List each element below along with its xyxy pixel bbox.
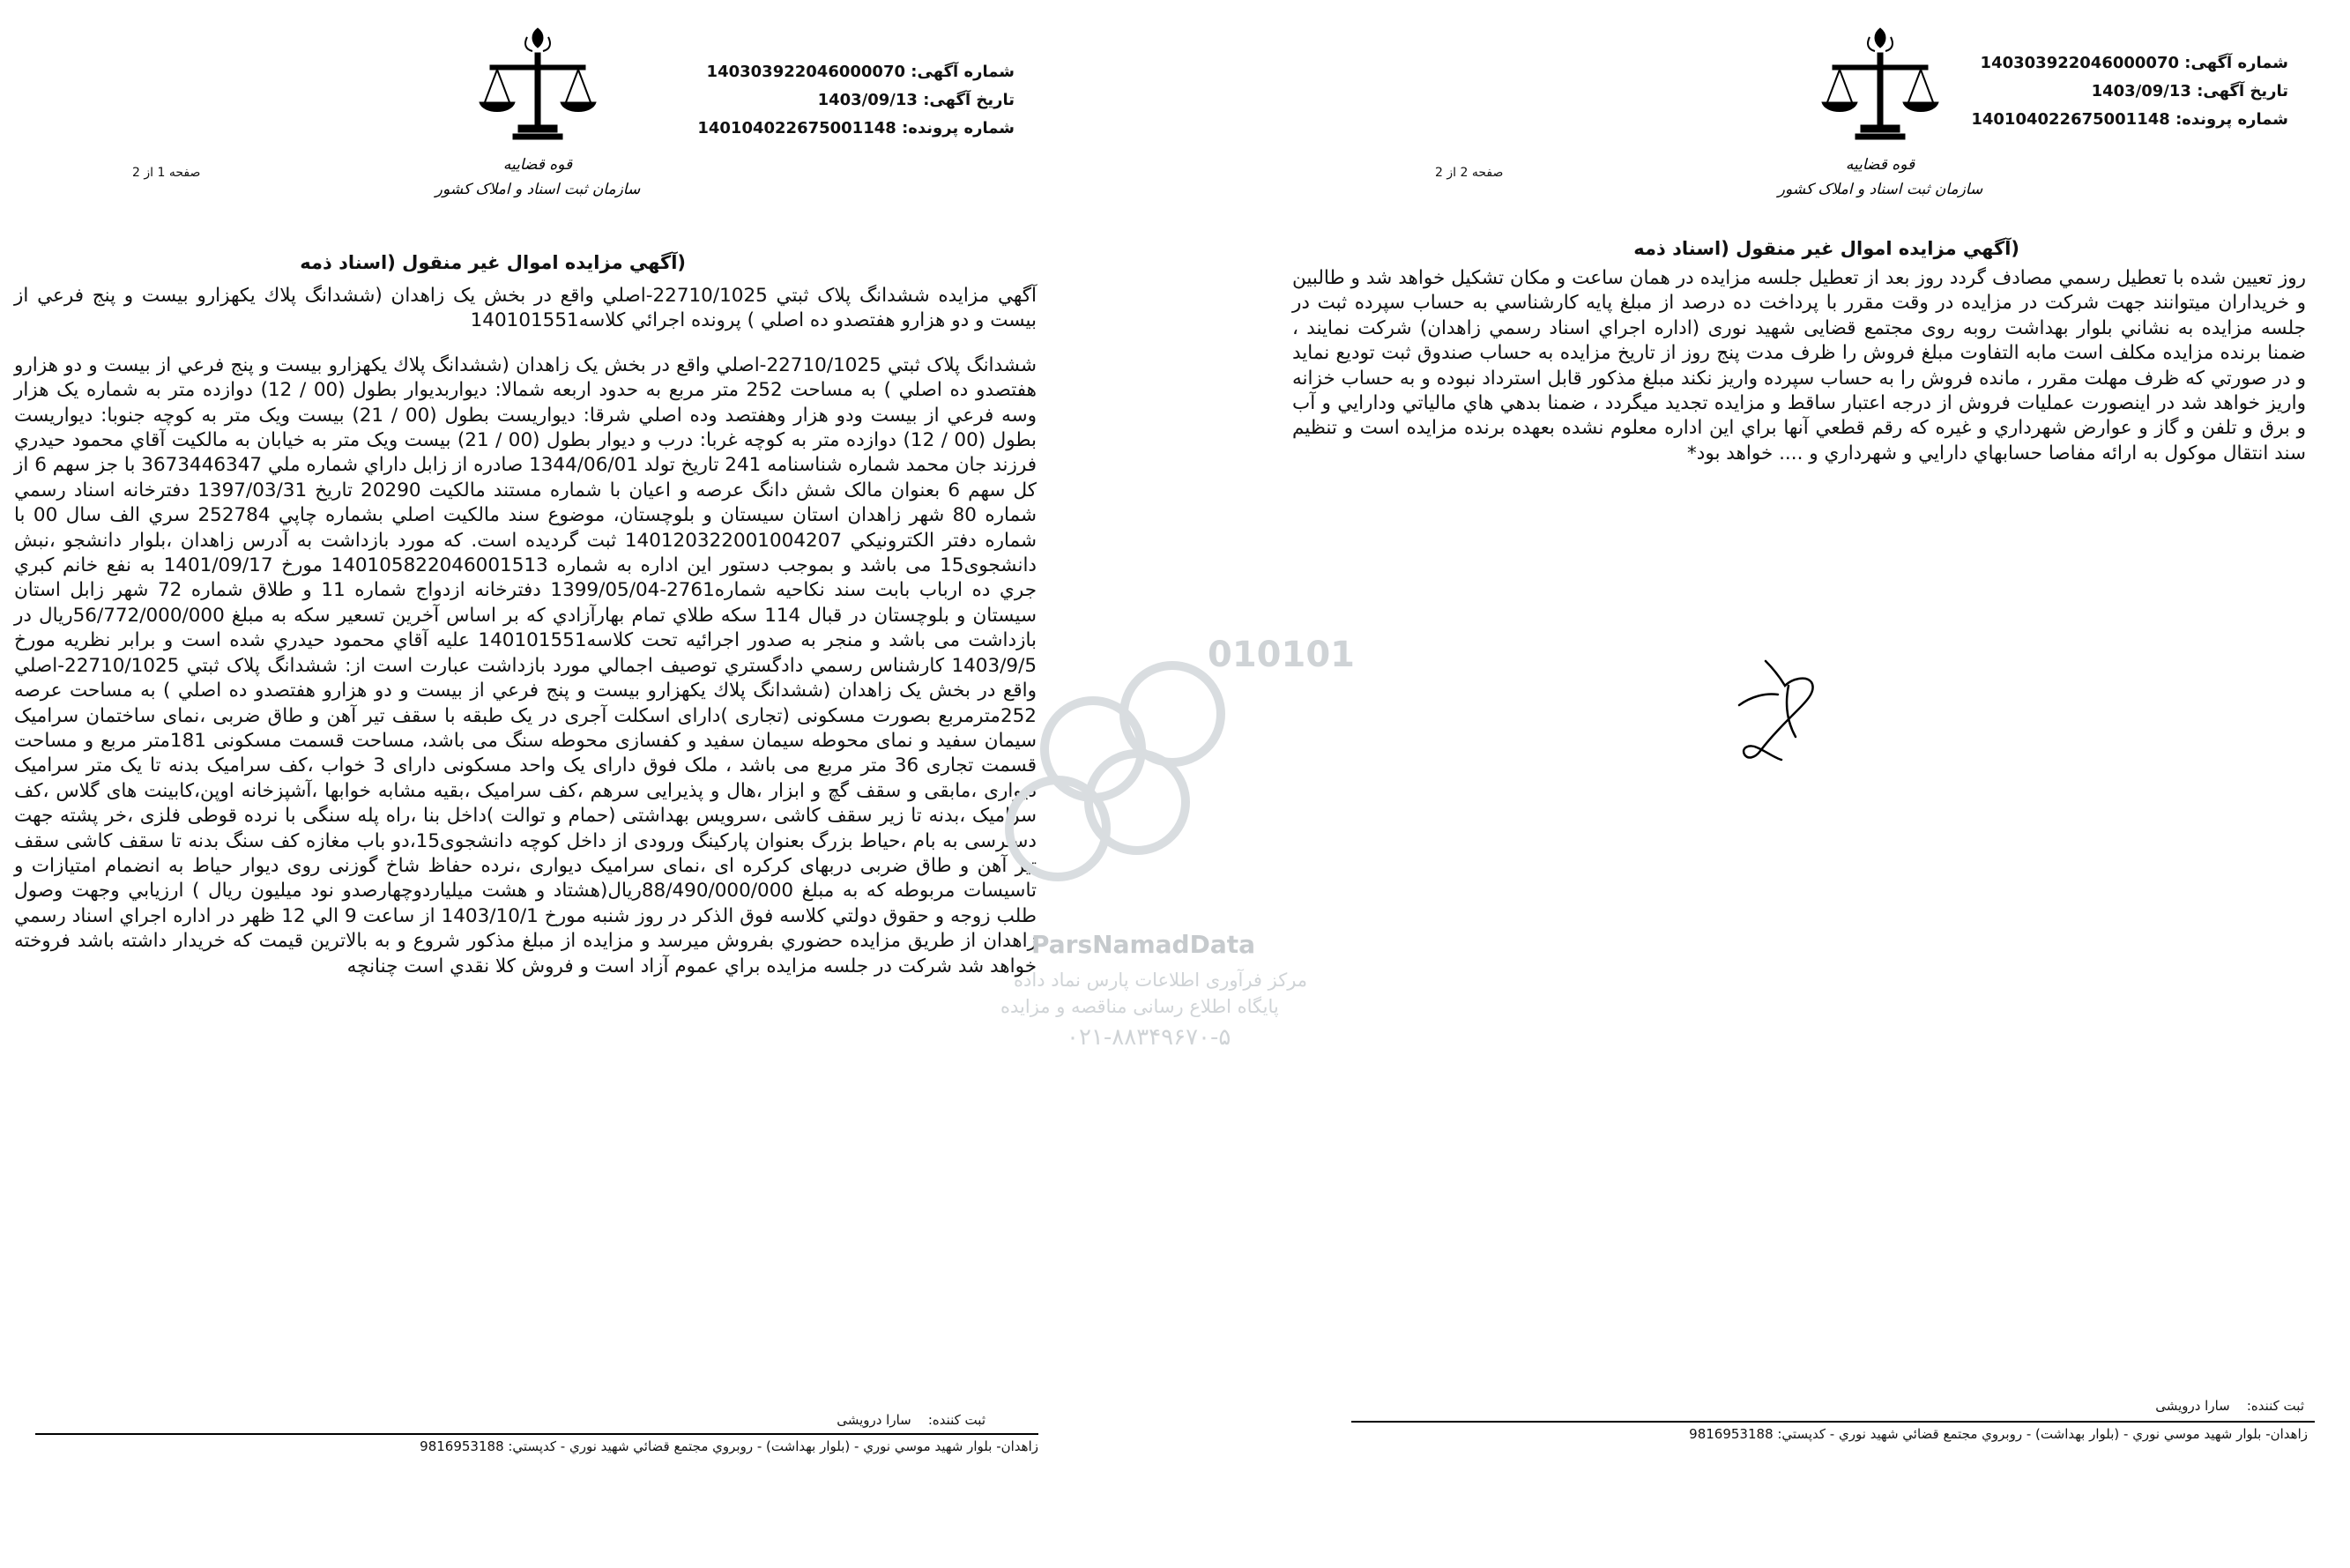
- ad-date-label: تاریخ آگهی:: [2197, 82, 2288, 100]
- handwritten-signature: [1704, 643, 1863, 784]
- notice-body: [1292, 266, 2306, 486]
- ad-date: 1403/09/13: [817, 91, 918, 109]
- scales-of-justice-icon: [1774, 21, 1986, 215]
- ad-number-label: شماره آگهی:: [911, 63, 1015, 81]
- signer-line: [2155, 1398, 2304, 1414]
- notice-title: (آگهي مزايده اموال غير منقول (اسناد ذمه: [1633, 238, 2019, 259]
- signer-label: ثبت کننده:: [927, 1412, 985, 1428]
- ad-number: 140303922046000070: [1980, 54, 2179, 72]
- ad-date-label: تاریخ آگهی:: [923, 91, 1015, 109]
- watermark-line-2: پایگاه اطلاع رسانی مناقصه و مزایده: [1000, 996, 1279, 1017]
- notice-body: [14, 284, 1037, 999]
- watermark-digits: 010101: [1208, 635, 1355, 675]
- footer-divider: [1351, 1421, 2315, 1423]
- file-number: 140104022675001148: [697, 119, 896, 137]
- emblem-org-line-1: قوه قضاییه: [502, 156, 573, 174]
- judiciary-emblem: [1774, 21, 1986, 215]
- footer-address: زاهدان- بلوار شهيد موسي نوري - (بلوار بهداشت) - روبروي مجتمع قضائي شهيد نوري - كدپستي: 9816953188: [1689, 1426, 2308, 1442]
- ad-meta-block: [697, 58, 1015, 143]
- page-number: صفحه 1 از 2: [132, 166, 201, 180]
- watermark-phone: ۰۲۱-۸۸۳۴۹۶۷۰-۵: [1067, 1024, 1231, 1051]
- emblem-org-line-1: قوه قضاییه: [1845, 156, 1915, 174]
- ad-date: 1403/09/13: [2091, 82, 2191, 100]
- notice-heading-paragraph: آگهي مزايده ششدانگ پلاک ثبتي 22710/1025-اصلي واقع در بخش يک زاهدان (ششدانگ پلاك يكهزارو بيست و پنج فرعي از بيست و دو هزارو هفتصدو ده اصلي ) پرونده اجرائي كلاسه140101551: [14, 285, 1037, 332]
- ad-number-label: شماره آگهی:: [2184, 54, 2288, 72]
- file-number: 140104022675001148: [1971, 110, 2170, 129]
- file-number-label: شماره پرونده:: [2175, 110, 2288, 129]
- signer-line: [837, 1412, 985, 1428]
- notice-main-paragraph: ششدانگ پلاک ثبتي 22710/1025-اصلي واقع در بخش يک زاهدان (ششدانگ پلاك يكهزارو بيست و پنج فرعي از بيست و دو هزارو هفتصدو ده اصلي ) به مساحت 252 متر مربع به حدود اربعه شمالا: ديواربديوار بطول (00 / 12) دوازده متر به شماره يک هزار وسه فرعي از بيست ودو هزار وهفتصد وده اصلي شرقا: ديواريست بطول (00 / 21) بيست ويک متر به کوچه جنوبا: ديواريست بطول (00 / 12) دوازده متر به کوچه غربا: درب و ديوار بطول (00 / 21) بيست ويک متر به خيابان به مالکيت آقاي محمود حيدري فرزند جان محمد شماره شناسنامه 241 تاريخ تولد 1344/06/01 صادره از زابل داراي شماره ملي 3673446347 با جز سهم 6 از کل سهم 6 بعنوان مالک شش دانگ عرصه و اعيان با شماره مستند مالکيت 20290 تاريخ 1397/03/31 دفترخانه اسناد رسمي شماره 80 شهر زاهدان استان سيستان و بلوچستان، موضوع سند مالکيت اصلي بشماره چاپي 252784 سري الف سال 00 با شماره دفتر الکترونيکي 140120322001004207 ثبت گرديده است. که مورد بازداشت به آدرس زاهدان ،بلوار دانشجو ،نبش دانشجوی15 می باشد و بموجب دستور اين اداره به شماره 140105822046001513 مورخ 1401/09/17 به نفع خانم كبري جري ده ارباب بابت سند نكاحيه شماره2761-1399/05/04 دفترخانه ازدواج شماره 11 و طلاق شماره 72 شهر زابل استان سيستان و بلوچستان در قبال 114 سکه طلاي تمام بهارآزادي که بر اساس آخرين تسعير سکه به مبلغ 56/772/000/000ريال در بازداشت می باشد و منجر به صدور اجرائيه تحت كلاسه140101551 عليه آقاي محمود حيدري شده است و برابر نظريه مورخ 1403/9/5 كارشناس رسمي دادگستري توصيف اجمالي مورد بازداشت عبارت است از: ششدانگ پلاک ثبتي 22710/1025-اصلي واقع در بخش يک زاهدان (ششدانگ پلاك يكهزارو بيست و پنج فرعي از بيست و دو هزارو هفتصدو ده اصلي ) به مساحت عرصه 252مترمربع بصورت مسکونی (تجاری )دارای اسکلت آجری در یک طبقه با سقف تیر آهن و طاق ضربی ،نمای ساختمان سرامیک سیمان سفید و نمای محوطه سیمان سفید و کفسازی محوطه سنگ می باشد، مساحت قسمت مسکونی 181متر مربع و مساحت قسمت تجاری 36 متر مربع می باشد ، ملک فوق دارای یک واحد مسکونی دارای 3 خواب ،کف سرامیک بدنه تا یک متر سرامیک دیواری ،مابقی و سقف گچ و ابزار ،هال و پذیرایی سرهم ،کف سرامیک ،بقیه مشابه خوابها ،آشپزخانه اوپن،کابینت های گلاس ،کف سرامیک ،بدنه تا زیر سقف کاشی ،سرویس بهداشتی (حمام و توالت )داخل بنا ،راه پله سنگی با نرده قوطی فلزی ،خر پشته جهت دسترسی به بام ،حیاط بزرگ بعنوان پارکینگ ورودی از داخل کوچه دانشجوی15،دو باب مغازه کف سنگ بدنه تا سقف کاشی سقف تیر آهن و طاق ضربی دربهای کرکره ای ،نمای سرامیک دیواری ،نرده حفاظ شاخ گوزنی روی دیوار حیاط به انضمام امتیازات و تاسیسات مربوطه که به مبلغ 88/490/000/000ريال(هشتاد و هشت ميلياردوچهارصدو نود ميليون ريال ) ارزيابي وجهت وصول طلب زوجه و حقوق دولتي كلاسه فوق الذكر در روز شنبه مورخ 1403/10/1 از ساعت 9 الي 12 ظهر در اداره اجراي اسناد رسمي زاهدان از طريق مزايده حضوري بفروش ميرسد و مزايده از مبلغ مذكور شروع و به بالاترين قيمت كه خريدار داشته باشد فروخته خواهد شد شركت در جلسه مزايده براي عموم آزاد است و فروش كلا نقدي است چنانچه: [14, 353, 1037, 977]
- footer-divider: [35, 1433, 1038, 1435]
- signer-name: سارا درویشی: [2155, 1398, 2230, 1414]
- scales-of-justice-icon: [432, 21, 643, 215]
- judiciary-emblem: [432, 21, 643, 215]
- watermark-line-1: مرکز فرآوری اطلاعات پارس نماد داده: [1014, 970, 1308, 991]
- footer-address: زاهدان- بلوار شهيد موسي نوري - (بلوار بهداشت) - روبروي مجتمع قضائي شهيد نوري - كدپستي: 9816953188: [420, 1438, 1038, 1454]
- signer-name: سارا درویشی: [837, 1412, 911, 1428]
- emblem-org-line-2: سازمان ثبت اسناد و املاک کشور: [435, 181, 641, 198]
- emblem-org-line-2: سازمان ثبت اسناد و املاک کشور: [1777, 181, 1983, 198]
- document-page-2: [1175, 0, 2350, 1568]
- signer-label: ثبت کننده:: [2246, 1398, 2304, 1414]
- notice-title: (آگهي مزايده اموال غير منقول (اسناد ذمه: [300, 252, 686, 273]
- ad-meta-block: [1971, 49, 2288, 134]
- page-number: صفحه 2 از 2: [1435, 166, 1504, 180]
- file-number-label: شماره پرونده:: [902, 119, 1015, 137]
- ad-number: 140303922046000070: [706, 63, 905, 81]
- watermark-brand: ParsNamadData: [1031, 930, 1255, 959]
- notice-continuation-paragraph: روز تعيين شده با تعطيل رسمي مصادف گردد روز بعد از تعطيل جلسه مزايده در همان ساعت و مكان تشكيل خواهد شد و طالبين و خريداران ميتوانند جهت شركت در مزايده در وقت مقرر با پرداخت ده درصد از مبلغ پايه كارشناسي به حساب سپرده ثبت در جلسه مزايده به نشاني بلوار بهداشت روبه روی مجتمع قضایی شهید نوری (اداره اجراي اسناد رسمي زاهدان) شركت نمايند ، ضمنا برنده مزايده مكلف است مابه التفاوت مبلغ فروش را ظرف مدت پنج روز از تاريخ مزايده به حساب صندوق ثبت توديع نمايد و در صورتي كه ظرف مهلت مقرر ، مانده فروش را به حساب سپرده واريز نكند مبلغ مذكور قابل استرداد نبوده و به حساب خزانه واريز خواهد شد در اينصورت عمليات فروش از درجه اعتبار ساقط و مزايده تجديد ميگردد ، ضمنا بدهي هاي مالياتي ودارايي و آب و برق و تلفن و گاز و عوارض شهرداري و غيره كه رقم قطعي آنها براي اين اداره معلوم نشده بعهده برنده مزايده است و تنظيم سند انتقال موكول به ارائه مفاصا حسابهاي دارايي و شهرداري و .... خواهد بود*: [1292, 267, 2306, 464]
